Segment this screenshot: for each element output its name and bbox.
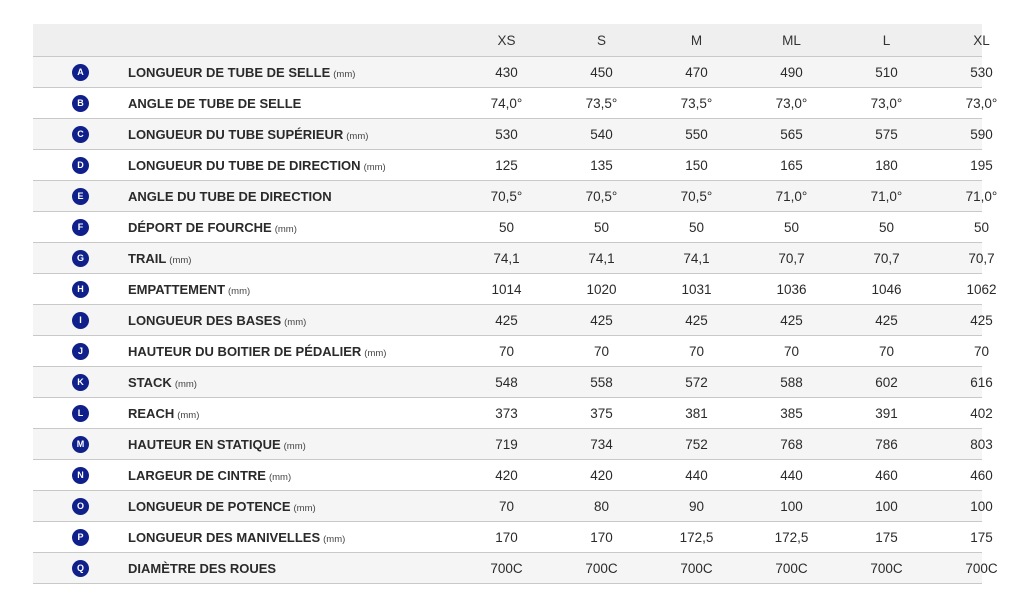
value-cell-xs: 125: [495, 157, 518, 173]
value-cell-s: 375: [590, 405, 613, 421]
value-cell-l: 700C: [870, 560, 903, 576]
table-row: [33, 150, 993, 181]
measure-label: REACH: [128, 405, 175, 421]
value-cell-xs: 70: [498, 498, 515, 514]
table-row: [33, 429, 993, 460]
row-letter-badge: M: [72, 436, 89, 453]
value-cell-l: 175: [875, 529, 898, 545]
measure-label: LONGUEUR DE POTENCE: [128, 498, 291, 514]
row-letter-badge: C: [72, 126, 89, 143]
value-cell-l: 391: [875, 405, 898, 421]
value-cell-ml: 1036: [776, 281, 807, 297]
measure-label: TRAIL: [128, 250, 167, 266]
value-cell-l: 71,0°: [870, 188, 903, 204]
value-cell-xl: 803: [970, 436, 993, 452]
row-letter-badge: O: [72, 498, 89, 515]
size-header-s: S: [596, 32, 606, 48]
value-cell-s: 80: [593, 498, 610, 514]
size-header-m: M: [690, 32, 703, 48]
row-letter-badge: A: [72, 64, 89, 81]
badge-cell: [33, 157, 128, 174]
geometry-rows: [33, 57, 998, 584]
value-cell-xl: 1062: [966, 281, 997, 297]
measure-label-cell: [128, 96, 459, 111]
measure-label-cell: [128, 220, 459, 235]
measure-label-cell: [128, 158, 459, 173]
value-cell-xl: 70: [973, 343, 990, 359]
value-cell-xs: 74,0°: [490, 95, 523, 111]
measure-unit: (mm): [174, 378, 197, 390]
value-cell-xs: 430: [495, 64, 518, 80]
row-letter-badge: L: [72, 405, 89, 422]
value-cell-xl: 73,0°: [965, 95, 998, 111]
row-letter-badge: G: [72, 250, 89, 267]
measure-label: LONGUEUR DE TUBE DE SELLE: [128, 64, 331, 80]
table-row: [33, 460, 993, 491]
value-cell-m: 172,5: [679, 529, 714, 545]
measure-unit: (mm): [274, 223, 297, 235]
value-cell-xl: 530: [970, 64, 993, 80]
value-cell-xl: 616: [970, 374, 993, 390]
measure-unit: (mm): [284, 316, 307, 328]
value-cell-ml: 700C: [775, 560, 808, 576]
measure-label-cell: [128, 437, 459, 452]
value-cell-s: 540: [590, 126, 613, 142]
value-cell-l: 1046: [871, 281, 902, 297]
value-cell-l: 70: [878, 343, 895, 359]
value-cell-s: 135: [590, 157, 613, 173]
measure-label: EMPATTEMENT: [128, 281, 226, 297]
measure-unit: (mm): [333, 68, 356, 80]
badge-cell: [33, 126, 128, 143]
value-cell-l: 510: [875, 64, 898, 80]
row-letter-badge: B: [72, 95, 89, 112]
value-cell-xl: 71,0°: [965, 188, 998, 204]
table-row: [33, 398, 993, 429]
measure-label: ANGLE DU TUBE DE DIRECTION: [128, 188, 332, 204]
badge-cell: [33, 560, 128, 577]
value-cell-s: 425: [590, 312, 613, 328]
value-cell-xl: 100: [970, 498, 993, 514]
measure-label-cell: [128, 344, 459, 359]
measure-label: DIAMÈTRE DES ROUES: [128, 560, 277, 576]
row-letter-badge: H: [72, 281, 89, 298]
value-cell-xs: 70: [498, 343, 515, 359]
value-cell-xs: 548: [495, 374, 518, 390]
value-cell-m: 70,5°: [680, 188, 713, 204]
value-cell-xs: 425: [495, 312, 518, 328]
value-cell-l: 460: [875, 467, 898, 483]
table-row: [33, 212, 990, 243]
measure-label-cell: [128, 127, 459, 142]
table-row: [33, 181, 998, 212]
table-row: [33, 119, 993, 150]
badge-cell: [33, 219, 128, 236]
measure-label: LONGUEUR DU TUBE DE DIRECTION: [128, 157, 361, 173]
size-header-ml: ML: [782, 32, 801, 48]
measure-unit: (mm): [283, 440, 306, 452]
value-cell-ml: 565: [780, 126, 803, 142]
value-cell-m: 90: [688, 498, 705, 514]
measure-unit: (mm): [346, 130, 369, 142]
row-letter-badge: I: [72, 312, 89, 329]
value-cell-l: 70,7: [873, 250, 900, 266]
table-row: [33, 305, 993, 336]
value-cell-l: 100: [875, 498, 898, 514]
value-cell-m: 74,1: [683, 250, 710, 266]
row-letter-badge: D: [72, 157, 89, 174]
value-cell-ml: 490: [780, 64, 803, 80]
value-cell-m: 752: [685, 436, 708, 452]
measure-label: HAUTEUR DU BOITIER DE PÉDALIER: [128, 343, 362, 359]
table-row: [33, 367, 993, 398]
measure-label-cell: [128, 251, 459, 266]
value-cell-m: 550: [685, 126, 708, 142]
value-cell-ml: 73,0°: [775, 95, 808, 111]
value-cell-m: 700C: [680, 560, 713, 576]
value-cell-l: 180: [875, 157, 898, 173]
measure-label: LONGUEUR DES MANIVELLES: [128, 529, 321, 545]
value-cell-xs: 719: [495, 436, 518, 452]
measure-label: DÉPORT DE FOURCHE: [128, 219, 272, 235]
badge-cell: [33, 436, 128, 453]
value-cell-ml: 165: [780, 157, 803, 173]
value-cell-xl: 195: [970, 157, 993, 173]
size-header-row: [33, 24, 990, 57]
badge-cell: [33, 374, 128, 391]
measure-label-cell: [128, 468, 459, 483]
value-cell-xs: 50: [498, 219, 515, 235]
row-letter-badge: N: [72, 467, 89, 484]
value-cell-xs: 170: [495, 529, 518, 545]
value-cell-xl: 70,7: [968, 250, 995, 266]
value-cell-m: 572: [685, 374, 708, 390]
badge-cell: [33, 312, 128, 329]
value-cell-ml: 71,0°: [775, 188, 808, 204]
measure-unit: (mm): [228, 285, 251, 297]
badge-cell: [33, 188, 128, 205]
row-letter-badge: J: [72, 343, 89, 360]
measure-unit: (mm): [363, 161, 386, 173]
value-cell-s: 73,5°: [585, 95, 618, 111]
value-cell-ml: 768: [780, 436, 803, 452]
measure-label-cell: [128, 375, 459, 390]
value-cell-s: 170: [590, 529, 613, 545]
table-row: [33, 522, 993, 553]
size-header-xs: XS: [497, 32, 516, 48]
value-cell-m: 50: [688, 219, 705, 235]
value-cell-l: 73,0°: [870, 95, 903, 111]
value-cell-l: 50: [878, 219, 895, 235]
value-cell-ml: 425: [780, 312, 803, 328]
table-row: [33, 88, 998, 119]
measure-unit: (mm): [364, 347, 387, 359]
value-cell-ml: 100: [780, 498, 803, 514]
value-cell-s: 1020: [586, 281, 617, 297]
row-letter-badge: P: [72, 529, 89, 546]
value-cell-ml: 440: [780, 467, 803, 483]
value-cell-m: 150: [685, 157, 708, 173]
value-cell-xs: 700C: [490, 560, 523, 576]
badge-cell: [33, 405, 128, 422]
value-cell-xl: 590: [970, 126, 993, 142]
value-cell-xl: 50: [973, 219, 990, 235]
measure-label-cell: [128, 313, 459, 328]
measure-label-cell: [128, 561, 459, 576]
measure-label-cell: [128, 406, 459, 421]
value-cell-xl: 425: [970, 312, 993, 328]
size-header-l: L: [882, 32, 891, 48]
measure-unit: (mm): [268, 471, 292, 483]
badge-cell: [33, 250, 128, 267]
value-cell-s: 420: [590, 467, 613, 483]
row-letter-badge: E: [72, 188, 89, 205]
measure-label-cell: [128, 499, 459, 514]
value-cell-s: 70,5°: [585, 188, 618, 204]
badge-cell: [33, 467, 128, 484]
table-row: [33, 274, 997, 305]
value-cell-ml: 70,7: [778, 250, 805, 266]
value-cell-xl: 175: [970, 529, 993, 545]
value-cell-m: 425: [685, 312, 708, 328]
measure-unit: (mm): [177, 409, 200, 421]
value-cell-l: 602: [875, 374, 898, 390]
table-row: [33, 336, 990, 367]
measure-label: HAUTEUR EN STATIQUE: [128, 436, 281, 452]
value-cell-xs: 530: [495, 126, 518, 142]
value-cell-m: 73,5°: [680, 95, 713, 111]
table-row: [33, 243, 995, 274]
measure-unit: (mm): [293, 502, 316, 514]
value-cell-m: 440: [685, 467, 708, 483]
measure-unit: (mm): [323, 533, 346, 545]
value-cell-ml: 588: [780, 374, 803, 390]
value-cell-l: 575: [875, 126, 898, 142]
value-cell-s: 450: [590, 64, 613, 80]
value-cell-ml: 70: [783, 343, 800, 359]
value-cell-s: 74,1: [588, 250, 615, 266]
value-cell-m: 70: [688, 343, 705, 359]
measure-label: ANGLE DE TUBE DE SELLE: [128, 95, 302, 111]
badge-cell: [33, 498, 128, 515]
value-cell-l: 786: [875, 436, 898, 452]
measure-unit: (mm): [169, 254, 192, 266]
row-letter-badge: K: [72, 374, 89, 391]
badge-cell: [33, 529, 128, 546]
value-cell-xs: 70,5°: [490, 188, 523, 204]
badge-cell: [33, 64, 128, 81]
value-cell-xs: 373: [495, 405, 518, 421]
value-cell-xl: 402: [970, 405, 993, 421]
value-cell-ml: 172,5: [774, 529, 809, 545]
value-cell-s: 700C: [585, 560, 618, 576]
measure-label: LARGEUR DE CINTRE: [128, 467, 266, 483]
value-cell-m: 470: [685, 64, 708, 80]
value-cell-s: 734: [590, 436, 613, 452]
measure-label: LONGUEUR DU TUBE SUPÉRIEUR: [128, 126, 344, 142]
table-row: [33, 57, 993, 88]
measure-label-cell: [128, 189, 459, 204]
value-cell-ml: 50: [783, 219, 800, 235]
value-cell-xl: 700C: [965, 560, 998, 576]
value-cell-xl: 460: [970, 467, 993, 483]
measure-label-cell: [128, 65, 459, 80]
value-cell-xs: 1014: [491, 281, 522, 297]
value-cell-xs: 74,1: [493, 250, 520, 266]
size-header-xl: XL: [973, 32, 990, 48]
value-cell-s: 70: [593, 343, 610, 359]
value-cell-xs: 420: [495, 467, 518, 483]
geometry-table: [33, 24, 998, 584]
measure-label: LONGUEUR DES BASES: [128, 312, 282, 328]
measure-label-cell: [128, 282, 459, 297]
value-cell-m: 1031: [681, 281, 712, 297]
row-letter-badge: Q: [72, 560, 89, 577]
value-cell-s: 50: [593, 219, 610, 235]
measure-label: STACK: [128, 374, 172, 390]
row-letter-badge: F: [72, 219, 89, 236]
table-row: [33, 491, 993, 522]
table-row: [33, 553, 998, 584]
badge-cell: [33, 343, 128, 360]
value-cell-s: 558: [590, 374, 613, 390]
value-cell-l: 425: [875, 312, 898, 328]
badge-cell: [33, 281, 128, 298]
badge-cell: [33, 95, 128, 112]
value-cell-ml: 385: [780, 405, 803, 421]
value-cell-m: 381: [685, 405, 708, 421]
measure-label-cell: [128, 530, 459, 545]
